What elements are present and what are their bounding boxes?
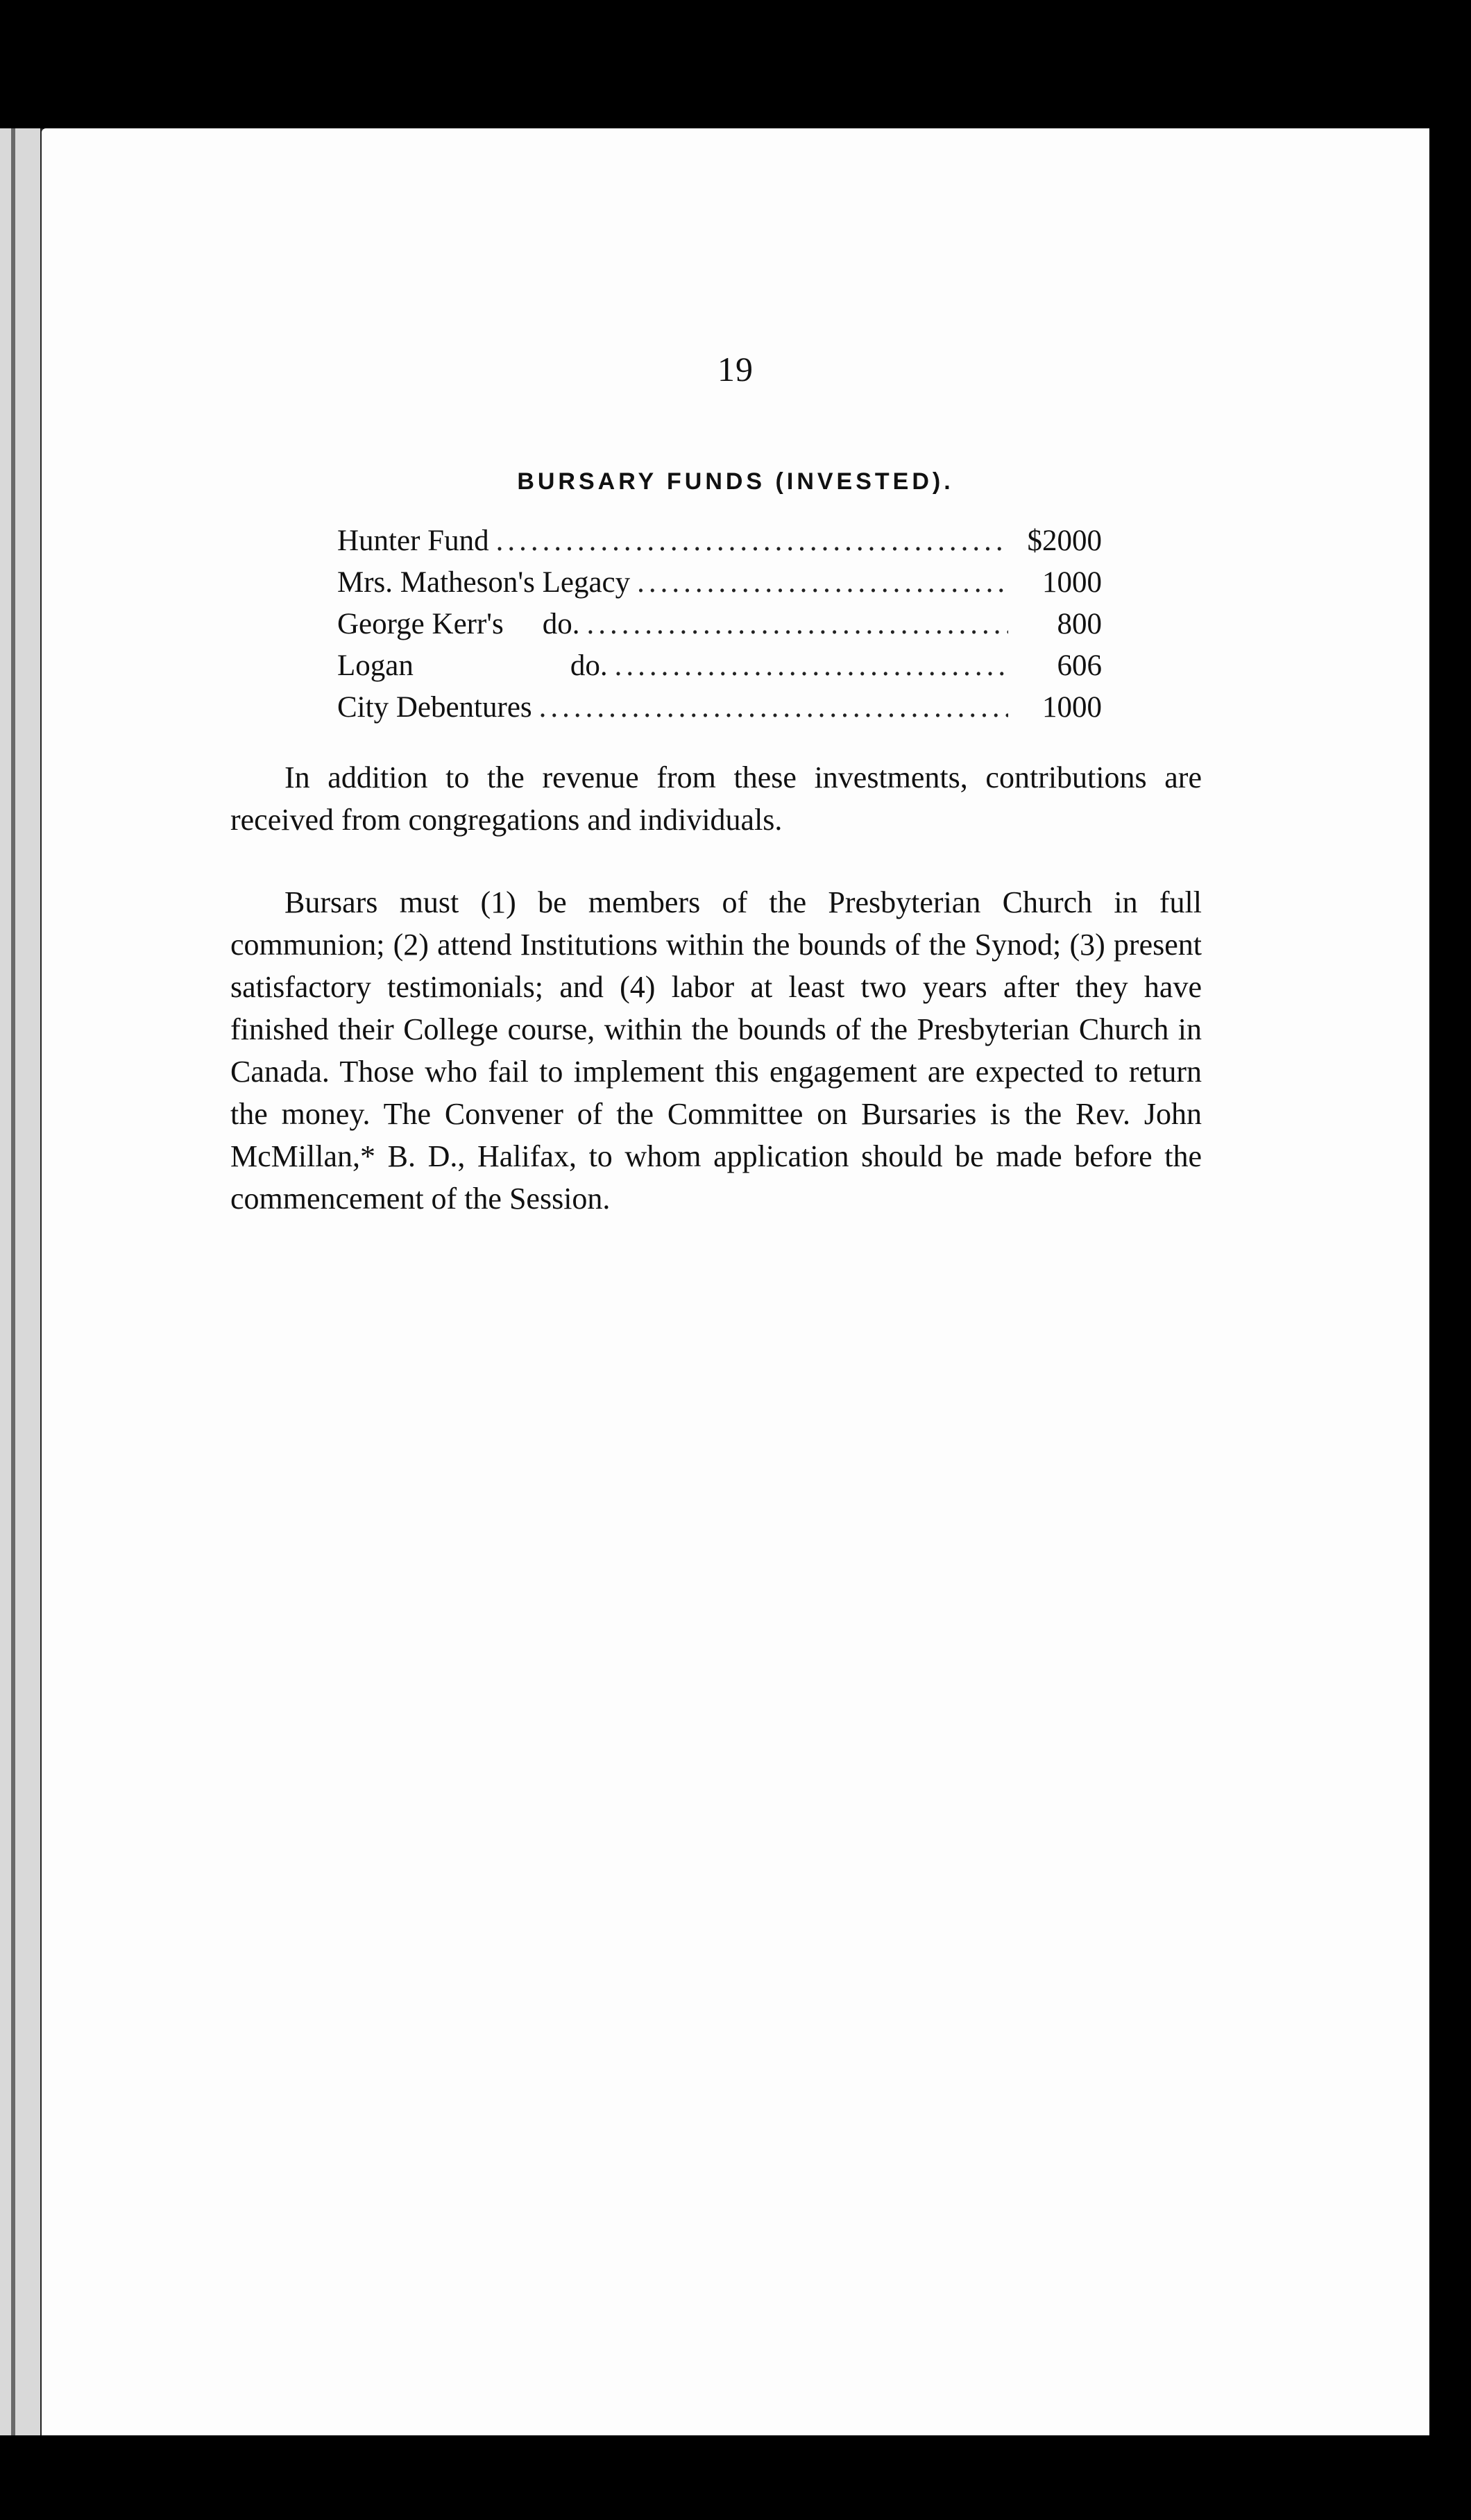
section-title: BURSARY FUNDS (INVESTED). [517, 468, 954, 495]
leader-dots [615, 649, 1008, 683]
leader-dots [587, 607, 1008, 641]
fund-row-city-debentures [337, 690, 1102, 732]
document-page [42, 128, 1429, 2435]
fund-row-kerr [337, 607, 1102, 649]
fund-label: Mrs. Matheson's Legacy [337, 566, 631, 599]
paragraph-revenue [230, 756, 1202, 841]
fund-label: City Debentures [337, 691, 532, 724]
fund-label: Hunter Fund [337, 525, 489, 557]
fund-label: Logan [337, 649, 414, 682]
fund-row-matheson [337, 565, 1102, 607]
leader-dots [637, 565, 1008, 599]
binding-crease [11, 128, 15, 2435]
paragraph-text: In addition to the revenue from these investments, contributions are received from congregations and individuals. [230, 760, 1202, 837]
fund-amount: 606 [1057, 649, 1102, 682]
page-number: 19 [717, 350, 754, 389]
fund-amount: 800 [1057, 608, 1102, 640]
leader-dots [496, 524, 1008, 558]
ditto-mark: do. [570, 649, 608, 682]
funds-ledger [337, 524, 1102, 732]
leader-dots [539, 690, 1008, 724]
fund-row-hunter [337, 524, 1102, 565]
fund-amount: $2000 [1027, 525, 1102, 557]
binding-edge [0, 128, 43, 2435]
paragraph-text: Bursars must (1) be members of the Presbyterian Church in full communion; (2) attend Institutions within the bounds of the Synod; (3) present satisfactory testimonials; and (4) labor at least two years after they have finished their College course, within the bounds of the Presbyterian Church in Canada. Those who fail to implement this engagement are expected to return the money. The Convener of the Committee on Bursaries is the Rev. John McMillan,* B. D., Halifax, to whom application should be made before the commencement of the Session. [230, 885, 1202, 1216]
ditto-mark: do. [542, 608, 580, 640]
fund-row-logan [337, 649, 1102, 690]
fund-amount: 1000 [1042, 691, 1102, 724]
fund-amount: 1000 [1042, 566, 1102, 599]
fund-label: George Kerr's [337, 608, 504, 640]
paragraph-bursars [230, 881, 1202, 1220]
